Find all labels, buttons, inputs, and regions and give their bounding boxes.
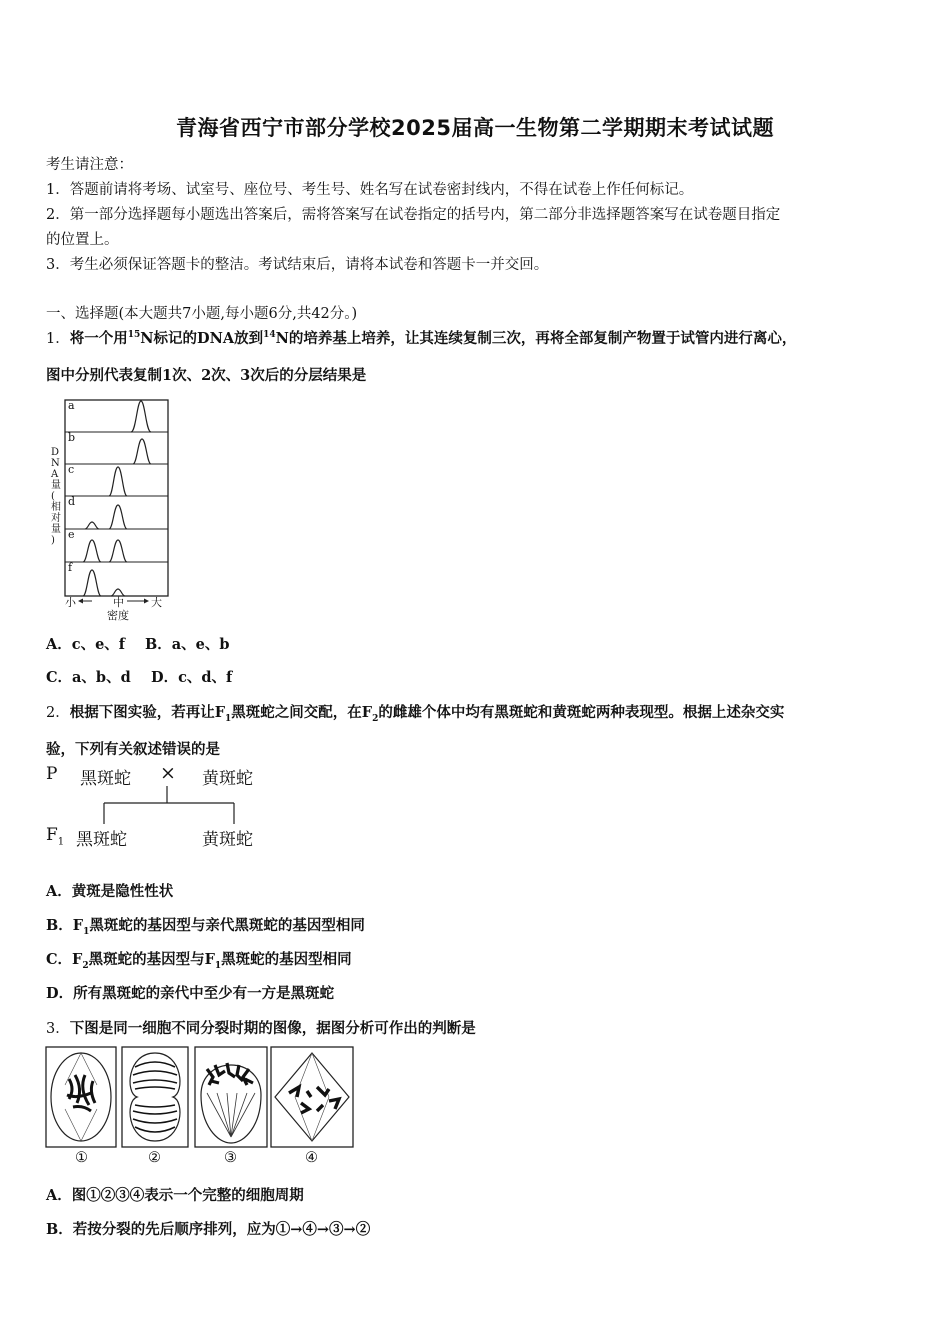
row-label-f: f [68, 561, 73, 574]
p-generation-label: P [46, 764, 58, 784]
q2-number: 2． [46, 705, 70, 721]
q2-option-c: C．$F_2$黑斑蛇的基因型与$F_1$黑斑蛇的基因型相同 [46, 951, 352, 971]
f1-right-phenotype: 黄斑蛇 [202, 830, 253, 850]
cross-sign: × [160, 762, 176, 784]
notice-item-1: 1．答题前请将考场、试室号、座位号、考生号、姓名写在试卷密封线内，不得在试卷上作任何标记。 [46, 182, 694, 198]
q1-option-b: B．a、e、b [145, 636, 230, 653]
cell-label-2: ② [148, 1150, 161, 1166]
page-title: 青海省西宁市部分学校2025届高一生物第二学期期末考试试题 [176, 116, 774, 140]
q2-option-a: A．黄斑是隐性性状 [46, 883, 174, 900]
notice-item-3: 3．考生必须保证答题卡的整洁。考试结束后，请将本试卷和答题卡一并交回。 [46, 257, 549, 273]
x-small-label: 小 [65, 596, 76, 609]
cross-diagram [44, 762, 284, 852]
row-label-a: a [68, 399, 75, 412]
notice-heading: 考生请注意： [46, 157, 133, 173]
q2-stem-line1: 2．根据下图实验，若再让$F_1$黑斑蛇之间交配，在$F_2$的雌雄个体中均有黑斑蛇和黄斑蛇两种表现型。根据上述杂交实 [46, 704, 785, 724]
q1-number: 1． [46, 331, 70, 347]
q2-option-b: B．$F_1$黑斑蛇的基因型与亲代黑斑蛇的基因型相同 [46, 917, 365, 937]
cell-label-1: ① [75, 1150, 88, 1166]
dna-centrifuge-figure [47, 395, 177, 625]
f1-left-phenotype: 黑斑蛇 [76, 830, 127, 850]
q3-stem: 3．下图是同一细胞不同分裂时期的图像，据图分析可作出的判断是 [46, 1020, 476, 1037]
x-mid-label: 中 [113, 596, 124, 609]
row-label-d: d [68, 495, 76, 508]
cell-4-image [271, 1047, 353, 1147]
cell-label-3: ③ [224, 1150, 237, 1166]
f1-generation-label: $F_1$ [46, 825, 65, 848]
q1-stem-line1: 1．将一个用$^{15}$N标记的DNA放到$^{14}$N的培养基上培养，让其连续复制三次，再将全部复制产物置于试管内进行离心， [46, 330, 797, 347]
cell-label-4: ④ [305, 1150, 318, 1166]
cell-3-image [195, 1047, 267, 1147]
x-large-label: 大 [151, 596, 162, 609]
notice-item-2-cont: 的位置上。 [46, 232, 119, 248]
q1-stem-line2: 图中分别代表复制1次、2次、3次后的分层结果是 [46, 367, 367, 384]
cell-1-image [46, 1047, 116, 1147]
row-label-e: e [68, 528, 75, 541]
row-label-b: b [68, 431, 76, 444]
row-label-c: c [68, 463, 75, 476]
cell-2-image [122, 1047, 188, 1147]
section-heading: 一、选择题(本大题共7小题,每小题6分,共42分。) [46, 306, 358, 322]
q2-option-d: D．所有黑斑蛇的亲代中至少有一方是黑斑蛇 [46, 985, 335, 1002]
q3-number: 3． [46, 1021, 70, 1037]
q3-option-b: B．若按分裂的先后顺序排列，应为①→④→③→② [46, 1221, 371, 1238]
y-axis-label: D N A 量 ( 相 对 量 ) [51, 447, 61, 546]
x-axis-title: 密度 [107, 609, 129, 622]
cell-division-figure [45, 1045, 355, 1170]
q1-option-c: C．a、b、d [46, 669, 131, 686]
q1-option-d: D．c、d、f [151, 669, 233, 686]
q3-option-a: A．图①②③④表示一个完整的细胞周期 [46, 1187, 304, 1204]
q1-option-a: A．c、e、f [46, 636, 126, 653]
p-right-phenotype: 黄斑蛇 [202, 769, 253, 789]
q2-stem-line2: 验，下列有关叙述错误的是 [46, 741, 220, 758]
p-left-phenotype: 黑斑蛇 [80, 769, 131, 789]
notice-item-2: 2．第一部分选择题每小题选出答案后，需将答案写在试卷指定的括号内，第二部分非选择题答案写在试卷题目指定 [46, 207, 781, 223]
